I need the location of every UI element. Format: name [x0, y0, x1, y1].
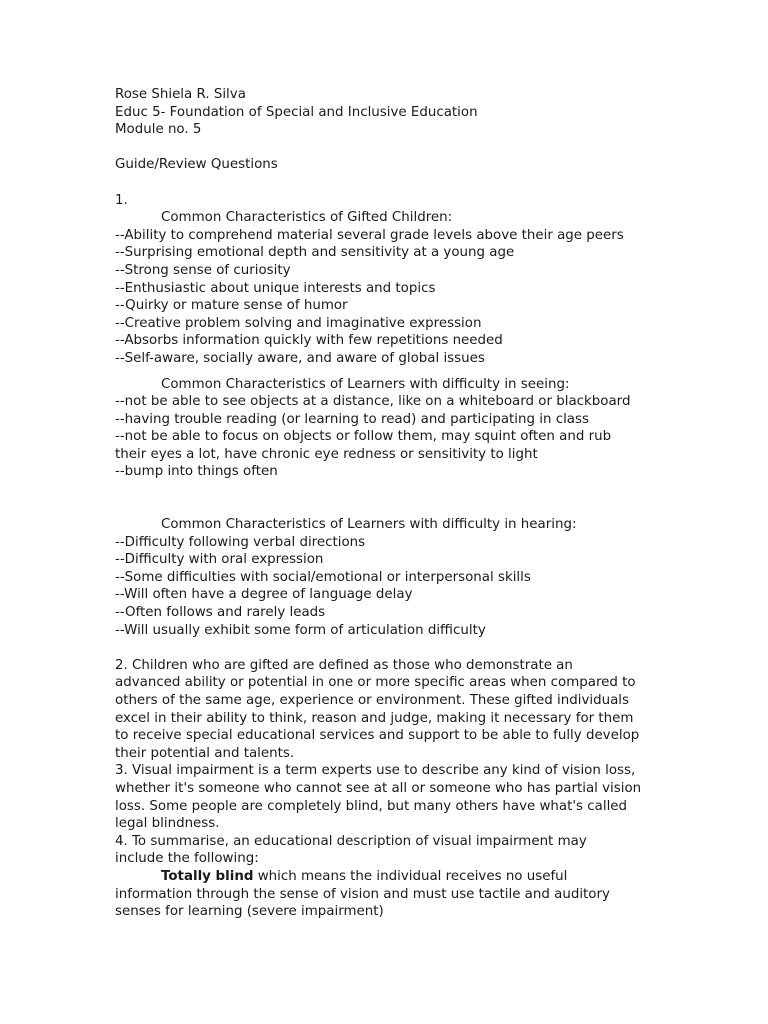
list-item: --Will often have a degree of language delay: [115, 587, 413, 603]
list-item: their eyes a lot, have chronic eye redness or sensitivity to light: [115, 446, 538, 462]
list-item: --Ability to comprehend material several grade levels above their age peers: [115, 227, 624, 243]
question-2-paragraph: [115, 657, 660, 763]
list-item: --not be able to focus on objects or follow them, may squint often and rub: [115, 429, 612, 445]
paragraph-line: legal blindness.: [115, 816, 220, 832]
course-title: Educ 5- Foundation of Special and Inclusive Education: [115, 104, 478, 120]
list-item: --bump into things often: [115, 464, 278, 480]
totally-blind-paragraph: [115, 868, 660, 921]
paragraph-line: whether it's someone who cannot see at all or someone who has partial vision: [115, 780, 642, 796]
hearing-heading: Common Characteristics of Learners with difficulty in hearing:: [161, 517, 577, 533]
student-name: Rose Shiela R. Silva: [115, 87, 246, 102]
list-item: --Quirky or mature sense of humor: [115, 298, 348, 314]
list-item: --Difficulty following verbal directions: [115, 534, 366, 550]
seeing-list: [115, 393, 660, 481]
paragraph-line: loss. Some people are completely blind, but many others have what's called: [115, 798, 628, 814]
list-item: --Strong sense of curiosity: [115, 262, 291, 278]
paragraph-line: others of the same age, experience or environment. These gifted individuals: [115, 693, 629, 708]
gifted-list: [115, 227, 660, 368]
document-page: [115, 86, 660, 921]
totally-blind-term: Totally blind: [161, 868, 254, 884]
list-item: --Surprising emotional depth and sensitivity at a young age: [115, 245, 515, 261]
paragraph-line: include the following:: [115, 851, 259, 867]
paragraph-line: excel in their ability to think, reason and judge, making it necessary for them: [115, 710, 634, 726]
list-item: --Will usually exhibit some form of articulation difficulty: [115, 622, 486, 638]
list-item: --Often follows and rarely leads: [115, 605, 326, 621]
list-item: --Difficulty with oral expression: [115, 552, 324, 568]
list-item: --Creative problem solving and imaginative expression: [115, 315, 482, 331]
totally-blind-definition: which means the individual receives no useful: [253, 868, 568, 884]
section-title: Guide/Review Questions: [115, 157, 278, 173]
question-3-paragraph: [115, 762, 660, 832]
paragraph-line: information through the sense of vision and must use tactile and auditory: [115, 886, 610, 902]
question-4-paragraph: [115, 833, 660, 868]
list-item: --Some difficulties with social/emotional or interpersonal skills: [115, 569, 531, 585]
list-item: --Self-aware, socially aware, and aware of global issues: [115, 350, 485, 366]
paragraph-line: to receive special educational services and support to be able to fully develop: [115, 728, 640, 744]
paragraph-line: 3. Visual impairment is a term experts use to describe any kind of vision loss,: [115, 763, 636, 779]
list-item: --having trouble reading (or learning to read) and participating in class: [115, 411, 589, 427]
paragraph-line: 4. To summarise, an educational description of visual impairment may: [115, 833, 587, 849]
paragraph-line: their potential and talents.: [115, 745, 295, 761]
paragraph-line: [115, 868, 660, 886]
list-item: --Enthusiastic about unique interests and topics: [115, 280, 436, 296]
hearing-list: [115, 534, 660, 640]
gifted-heading: Common Characteristics of Gifted Children:: [161, 210, 453, 226]
seeing-heading: Common Characteristics of Learners with difficulty in seeing:: [161, 376, 570, 392]
list-item: --Absorbs information quickly with few repetitions needed: [115, 333, 503, 349]
module-number: Module no. 5: [115, 122, 202, 138]
paragraph-line: advanced ability or potential in one or more specific areas when compared to: [115, 675, 636, 691]
paragraph-line: 2. Children who are gifted are defined as those who demonstrate an: [115, 657, 573, 673]
list-item: --not be able to see objects at a distance, like on a whiteboard or blackboard: [115, 394, 631, 410]
paragraph-line: senses for learning (severe impairment): [115, 904, 384, 920]
question-1-number: 1.: [115, 192, 128, 208]
